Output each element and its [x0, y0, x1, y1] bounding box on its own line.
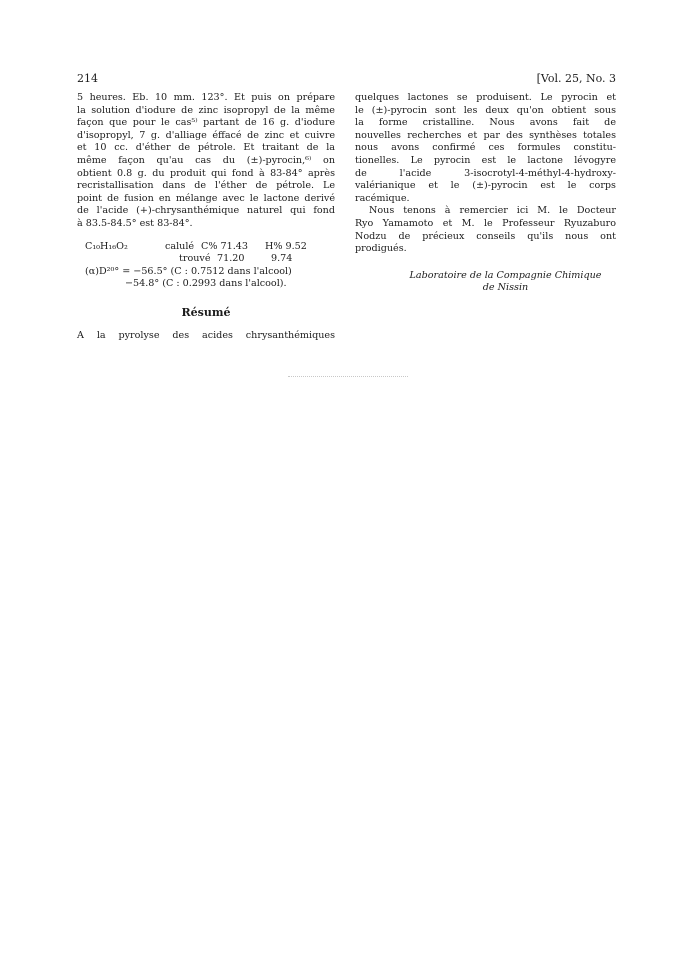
affiliation [355, 270, 616, 295]
scan-artifact-line [288, 376, 408, 378]
calculated-carbon: C% 71.43 [201, 240, 248, 252]
acknowledgement-paragraph [355, 205, 616, 255]
text-line: Nous tenons à remercier ici M. le Docteur [369, 205, 616, 217]
page-number: 214 [77, 72, 98, 85]
section-title: Résumé [181, 305, 231, 319]
text-line: à 83.5-84.5° est 83-84°. [77, 217, 193, 229]
text-line: recristallisation dans de l'éther de pétrole. Le [77, 180, 335, 192]
affiliation-line: de Nissin [482, 282, 529, 294]
text-line: nous avons confirmé ces formules constitu- [355, 142, 616, 154]
text-line: tionelles. Le pyrocin est le lactone lévogyre [355, 154, 616, 166]
text-line: 5 heures. Eb. 10 mm. 123°. Et puis on prépare [77, 92, 335, 103]
text-line: quelques lactones se produisent. Le pyrocin et [355, 92, 616, 103]
analysis-block [85, 241, 335, 291]
text-line: A la pyrolyse des acides chrysanthémiques [77, 329, 335, 341]
text-line: de l'acide (+)-chrysanthémique naturel qui fond [77, 205, 335, 217]
right-column [355, 92, 616, 295]
affiliation-line: Laboratoire de la Compagnie Chimique [409, 269, 602, 281]
text-line: et 10 cc. d'éther de pétrole. Et traitant de la [77, 142, 335, 154]
resume-continuation [355, 92, 616, 205]
text-line: la solution d'iodure de zinc isopropyl de la même [77, 104, 335, 116]
journal-reference: [Vol. 25, No. 3 [536, 72, 616, 85]
text-line: le (±)-pyrocin sont les deux qu'on obtient sous [355, 104, 616, 116]
compound-formula: C₁₀H₁₆O₂ [85, 240, 128, 252]
text-line: obtient 0.8 g. du produit qui fond à 83-84° après [77, 167, 335, 179]
calculated-hydrogen: H% 9.52 [265, 240, 307, 252]
text-line: façon que pour le cas⁵⁾ partant de 16 g. d'iodure [77, 117, 335, 129]
left-column [77, 92, 335, 342]
resume-paragraph [77, 330, 335, 343]
experimental-paragraph [77, 92, 335, 231]
found-row [85, 253, 335, 266]
text-line: Ryo Yamamoto et M. le Professeur Ryuzaburo [355, 217, 616, 229]
text-line: point de fusion en mélange avec le lactone derivé [77, 192, 335, 204]
text-line: valérianique et le (±)-pyrocin est le corps [355, 180, 616, 192]
calculated-label: calulé [165, 240, 195, 252]
text-line: Nodzu de précieux conseils qu'ils nous ont [355, 230, 616, 242]
text-line: d'isopropyl, 7 g. d'alliage éffacé de zinc et cuivre [77, 129, 335, 141]
optical-rotation-1: (α)D²⁰° = −56.5° (C : 0.7512 dans l'alcool) [85, 265, 292, 277]
text-line: racémique. [355, 192, 410, 204]
optical-rotation-2: −54.8° (C : 0.2993 dans l'alcool). [125, 278, 287, 290]
text-line: même façon qu'au cas du (±)-pyrocin,⁶⁾ on [77, 154, 335, 166]
text-line: nouvelles recherches et par des synthèses totales [355, 129, 616, 141]
found-label: trouvé [179, 253, 211, 265]
found-carbon: 71.20 [217, 253, 245, 265]
found-hydrogen: 9.74 [271, 253, 293, 265]
text-line: de l'acide 3-isocrotyl-4-méthyl-4-hydroxy- [355, 167, 616, 179]
calculated-row [85, 241, 335, 254]
text-line: la forme cristalline. Nous avons fait de [355, 117, 616, 129]
text-line: prodigués. [355, 243, 407, 255]
